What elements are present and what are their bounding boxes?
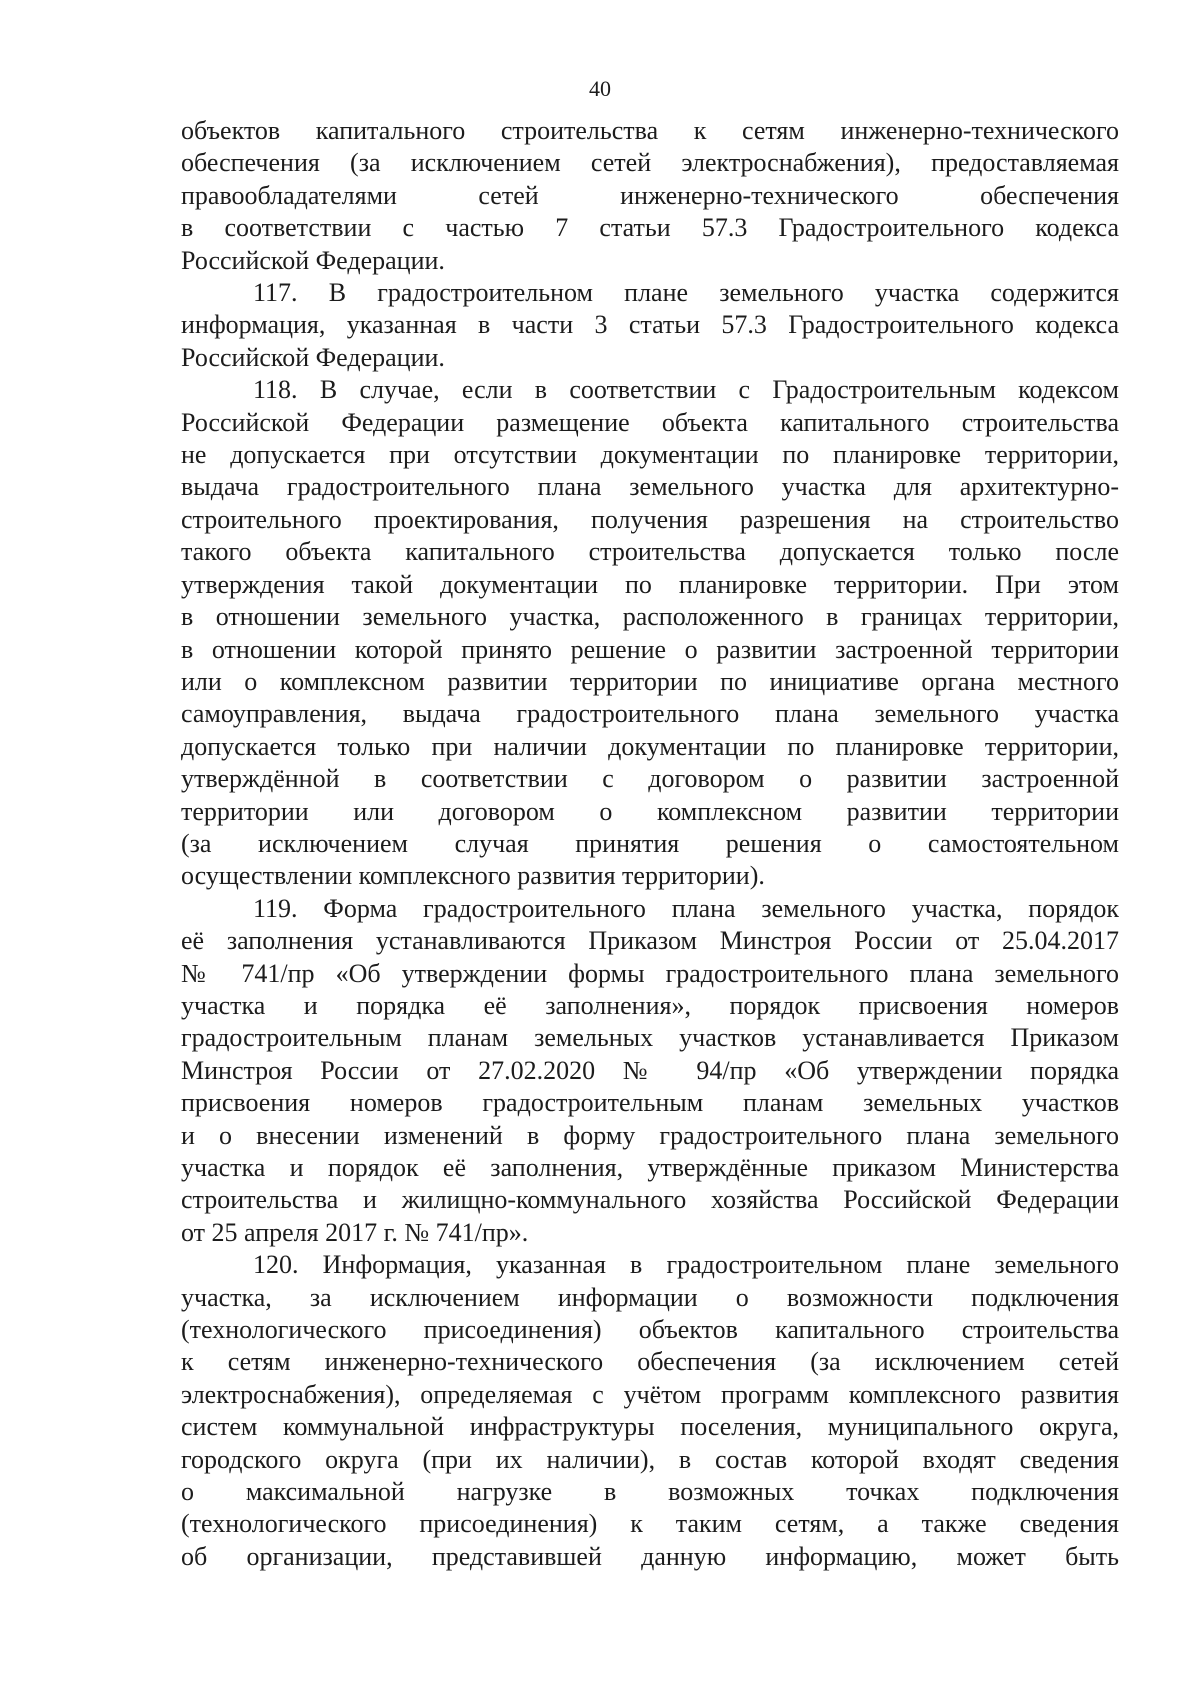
text-line: не допускается при отсутствии документации по планировке территории, [181, 440, 1119, 470]
text-line: электроснабжения), определяемая с учётом программ комплексного развития [181, 1379, 1119, 1409]
text-line: территории или договором о комплексном развитии территории [181, 796, 1119, 826]
text-line: в отношении которой принято решение о развитии застроенной территории [181, 634, 1119, 664]
text-line: (за исключением случая принятия решения о самостоятельном [181, 828, 1119, 858]
text-line: такого объекта капитального строительства допускается только после [181, 537, 1119, 567]
text-line: строительства и жилищно-коммунального хозяйства Российской Федерации [181, 1185, 1119, 1215]
text-line: № 741/пр «Об утверждении формы градостроительного плана земельного [181, 958, 1119, 988]
text-line: обеспечения (за исключением сетей электроснабжения), предоставляемая [181, 148, 1119, 178]
text-line: утверждённой в соответствии с договором о развитии застроенной [181, 764, 1119, 794]
text-line: допускается только при наличии документации по планировке территории, [181, 731, 1119, 761]
text-line: систем коммунальной инфраструктуры поселения, муниципального округа, [181, 1412, 1119, 1442]
text-line: 119. Форма градостроительного плана земельного участка, порядок [253, 893, 1119, 923]
text-line: 117. В градостроительном плане земельного участка содержится [253, 278, 1119, 308]
text-line: правообладателями сетей инженерно-технического обеспечения [181, 180, 1119, 210]
paragraph-p117 [181, 277, 1119, 374]
text-line: информация, указанная в части 3 статьи 57.3 Градостроительного кодекса [181, 310, 1119, 340]
paragraph-p119 [181, 893, 1119, 1249]
text-line: о максимальной нагрузке в возможных точках подключения [181, 1477, 1119, 1507]
text-line: Российской Федерации. [181, 342, 445, 372]
text-line: Минстроя России от 27.02.2020 № 94/пр «Об утверждении порядка [181, 1055, 1119, 1085]
text-line: градостроительным планам земельных участков устанавливается Приказом [181, 1023, 1119, 1053]
text-line: присвоения номеров градостроительным планам земельных участков [181, 1088, 1119, 1118]
page-number: 40 [589, 76, 611, 101]
text-line: в соответствии с частью 7 статьи 57.3 Градостроительного кодекса [181, 213, 1119, 243]
text-line: объектов капитального строительства к сетям инженерно-технического [181, 116, 1119, 145]
text-line: (технологического присоединения) к таким сетям, а также сведения [181, 1509, 1119, 1539]
text-line: городского округа (при их наличии), в состав которой входят сведения [181, 1444, 1119, 1474]
text-line: участка и порядок её заполнения, утверждённые приказом Министерства [181, 1153, 1119, 1182]
text-line: 118. В случае, если в соответствии с Градостроительным кодексом [253, 375, 1119, 405]
text-line: Российской Федерации размещение объекта капитального строительства [181, 407, 1119, 437]
text-line: 120. Информация, указанная в градостроительном плане земельного [253, 1250, 1119, 1280]
text-line: строительного проектирования, получения разрешения на строительство [181, 504, 1119, 534]
text-line: её заполнения устанавливаются Приказом Минстроя России от 25.04.2017 [181, 926, 1119, 956]
text-line: или о комплексном развитии территории по инициативе органа местного [181, 666, 1119, 696]
text-line: в отношении земельного участка, расположенного в границах территории, [181, 602, 1119, 632]
text-line: об организации, представившей данную информацию, может быть [181, 1541, 1119, 1571]
text-line: Российской Федерации. [181, 245, 445, 275]
document-body [181, 115, 1119, 1573]
text-line: утверждения такой документации по планировке территории. При этом [181, 569, 1119, 599]
text-line: самоуправления, выдача градостроительного плана земельного участка [181, 699, 1119, 729]
paragraph-p120 [181, 1249, 1119, 1573]
text-line: (технологического присоединения) объектов капитального строительства [181, 1315, 1119, 1345]
paragraph-p118 [181, 374, 1119, 893]
text-line: осуществлении комплексного развития территории). [181, 861, 765, 891]
text-line: выдача градостроительного плана земельного участка для архитектурно- [181, 472, 1119, 502]
text-line: и о внесении изменений в форму градостроительного плана земельного [181, 1120, 1119, 1150]
text-line: к сетям инженерно-технического обеспечения (за исключением сетей [181, 1347, 1119, 1377]
text-line: участка, за исключением информации о возможности подключения [181, 1282, 1119, 1312]
text-line: от 25 апреля 2017 г. № 741/пр». [181, 1217, 529, 1247]
paragraph-continuation [181, 115, 1119, 277]
text-line: участка и порядка её заполнения», порядок присвоения номеров [181, 990, 1119, 1020]
